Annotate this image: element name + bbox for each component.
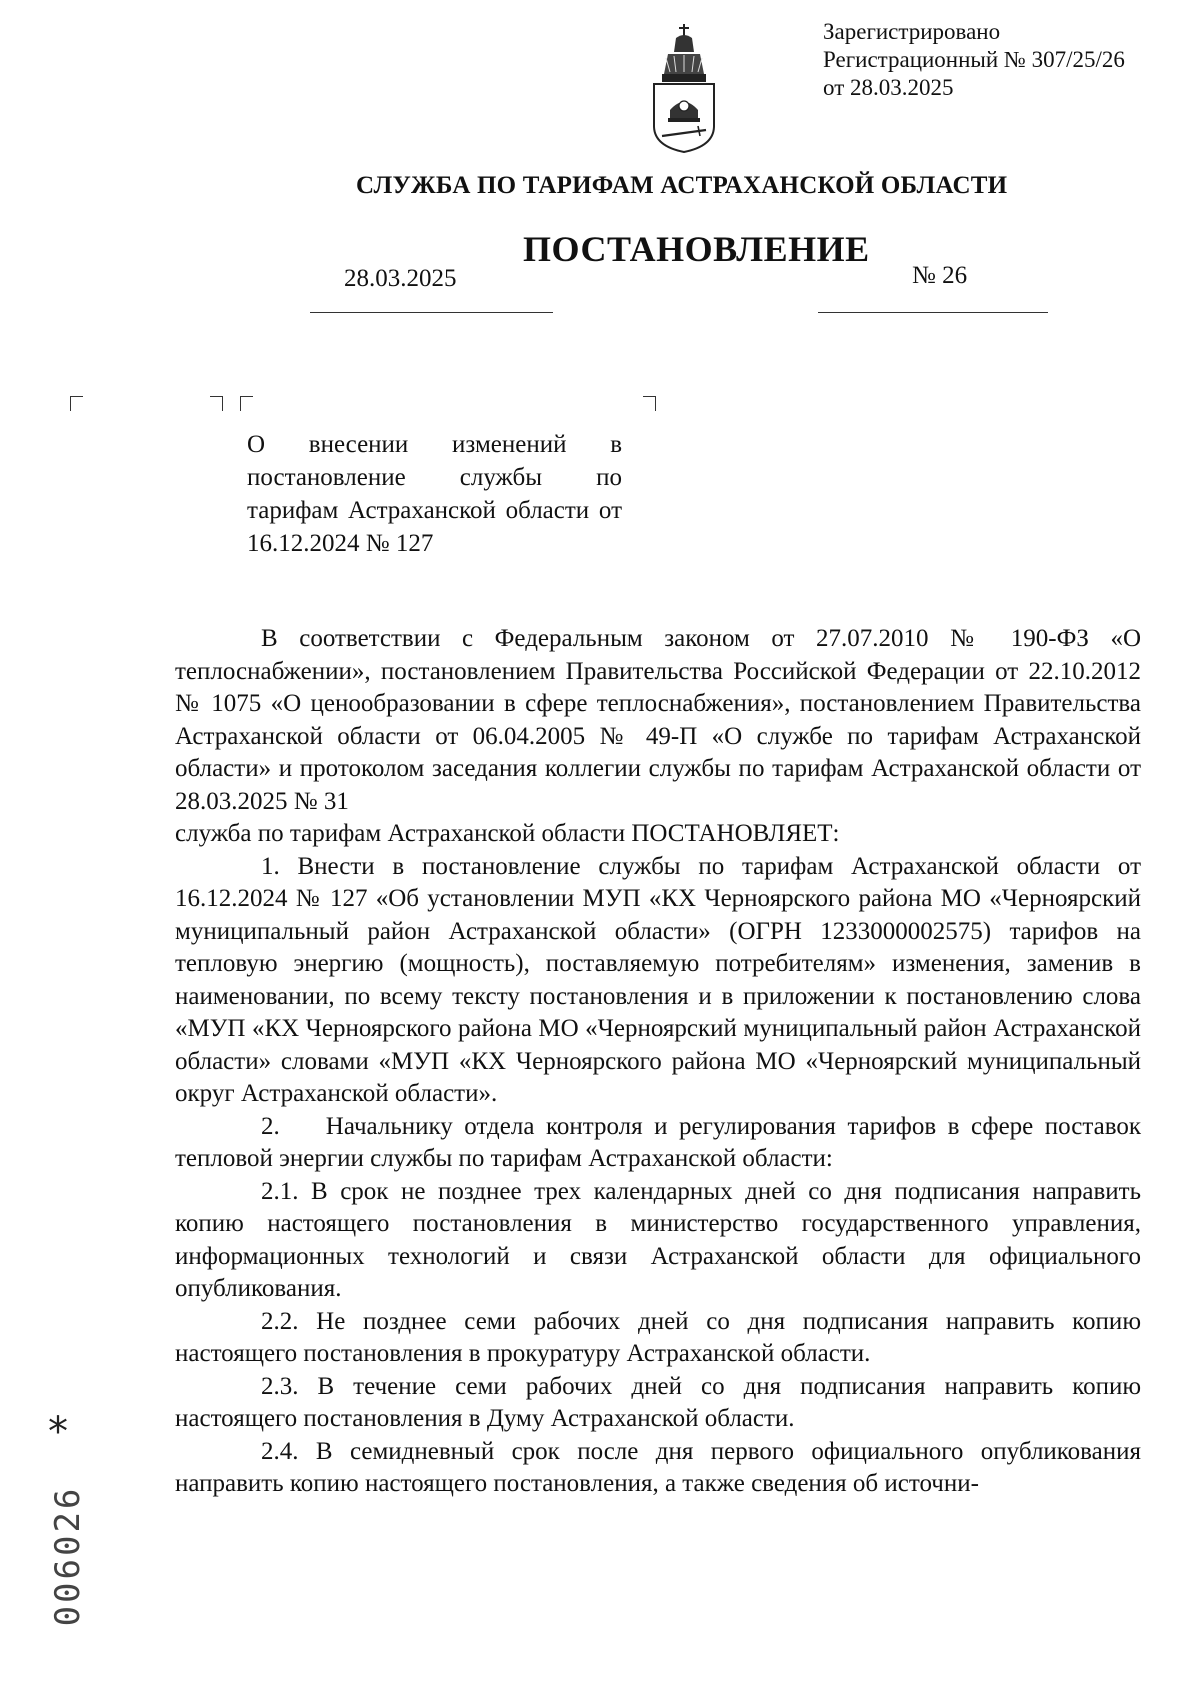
paragraph-2-1: 2.1. В срок не позднее трех календарных дней со дня подписания направить копию настоящего постановления в министерство государственного управления, информационных технологий и связи Астраханской области для официального опубликования. xyxy=(175,1177,1141,1302)
paragraph-2-3: 2.3. В течение семи рабочих дней со дня подписания направить копию настоящего постановления в Думу Астраханской области. xyxy=(175,1372,1141,1432)
document-date: 28.03.2025 xyxy=(344,265,457,292)
paragraph-2-2: 2.2. Не позднее семи рабочих дней со дня подписания направить копию настоящего постановления в прокуратуру Астраханской области. xyxy=(175,1307,1141,1367)
corner-mark xyxy=(240,396,253,411)
document-number: № 26 xyxy=(912,262,968,289)
registration-number: Регистрационный № 307/25/26 xyxy=(823,47,1125,72)
serial-number: 006026 xyxy=(48,1485,88,1627)
agency-name: СЛУЖБА ПО ТАРИФАМ АСТРАХАНСКОЙ ОБЛАСТИ xyxy=(356,172,1008,199)
resolution-line: служба по тарифам Астраханской области ПОСТАНОВЛЯЕТ: xyxy=(175,820,840,847)
number-underline xyxy=(818,312,1048,313)
corner-mark xyxy=(643,396,656,411)
registration-date: от 28.03.2025 xyxy=(823,75,954,100)
paragraph-1: 1. Внести в постановление службы по тарифам Астраханской области от 16.12.2024 № 127 «Об установлении МУП «КХ Черноярского района МО «Черноярский муниципальный район Астраханской области» (ОГРН 1233000002575) тарифов на тепловую энергию (мощность), поставляемую потребителям» изменения, заменив в наименовании, по всему тексту постановления и в приложении к постановлению слова «МУП «КХ Черноярского района МО «Черноярский муниципальный район Астраханской области» словами «МУП «КХ Черноярского района МО «Черноярский муниципальный округ Астраханской области». xyxy=(175,852,1141,1107)
paragraph-2-4: 2.4. В семидневный срок после дня первого официального опубликования направить копию настоящего постановления, а также сведения об источни- xyxy=(175,1437,1141,1497)
registration-label: Зарегистрировано xyxy=(823,19,1001,44)
asterisk-icon: * xyxy=(48,1409,68,1455)
paragraph-2: 2. Начальнику отдела контроля и регулирования тарифов в сфере поставок тепловой энергии службы по тарифам Астраханской области: xyxy=(175,1112,1148,1172)
corner-mark xyxy=(210,396,223,411)
document-type: ПОСТАНОВЛЕНИЕ xyxy=(523,229,870,269)
date-underline xyxy=(310,312,553,313)
document-body xyxy=(175,623,1148,1501)
coat-of-arms-emblem xyxy=(648,22,720,154)
corner-mark xyxy=(70,396,83,411)
preamble-paragraph: В соответствии с Федеральным законом от 27.07.2010 № 190-ФЗ «О теплоснабжении», постановлением Правительства Российской Федерации от 22.10.2012 № 1075 «О ценообразовании в сфере теплоснабжения», постановлением Правительства Астраханской области от 06.04.2005 № 49-П «О службе по тарифам Астраханской области» и протоколом заседания коллегии службы по тарифам Астраханской области от 28.03.2025 № 31 xyxy=(175,625,1141,815)
registration-block xyxy=(823,18,1125,102)
document-subject: О внесении изменений в постановление службы по тарифам Астраханской области от 16.12.2024 № 127 xyxy=(247,431,622,557)
